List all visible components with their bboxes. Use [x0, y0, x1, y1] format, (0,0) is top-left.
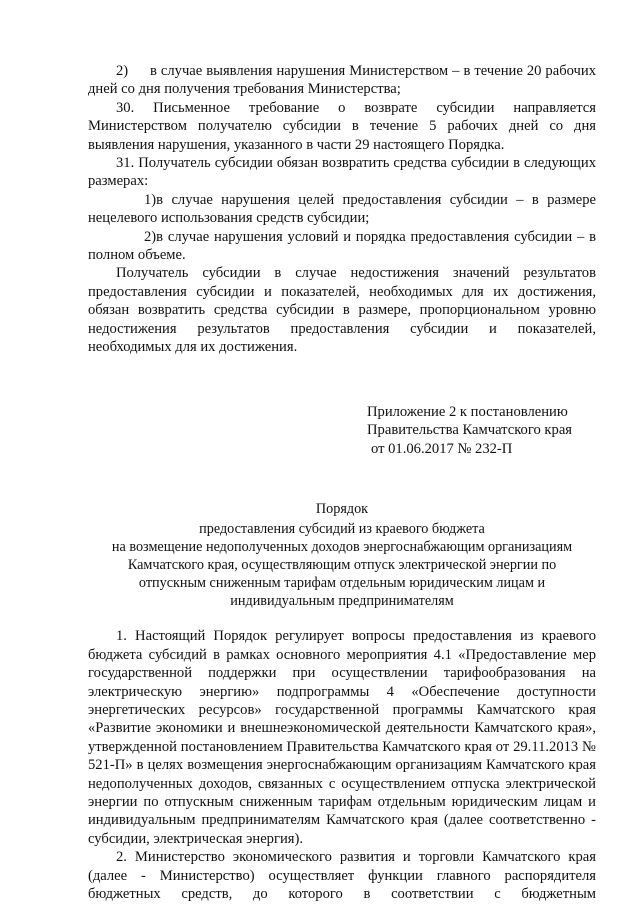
- title-line: на возмещение недополученных доходов энергоснабжающим организациям: [111, 539, 573, 556]
- title-heading: Порядок: [315, 501, 369, 518]
- paragraph-item-2: 2) в случае выявления нарушения Министерством – в течение 20 рабочих дней со дня получения требования Министерства;: [88, 63, 596, 98]
- document-page: [88, 62, 596, 903]
- title-line: отпускным сниженным тарифам отдельным юридическим лицам и: [138, 575, 546, 592]
- appendix-line: Приложение 2 к постановлению: [367, 403, 568, 420]
- paragraph-31-item-1: 1)в случае нарушения целей предоставления субсидии – в размере нецелевого использования средств субсидии;: [88, 191, 596, 227]
- title-line: предоставления субсидий из краевого бюджета: [199, 521, 485, 538]
- title-line: Камчатского края, осуществляющим отпуск электрической энергии по: [127, 557, 557, 574]
- title-line: индивидуальным предпринимателям: [230, 593, 454, 610]
- paragraph-31-underachievement: Получатель субсидии в случае недостижения значений результатов предоставления субсидии и показателей, необходимых для их достижения, обязан возвратить средства субсидии в размере, пропорциональном уровню недостижения результатов предоставления субсидии и показателей, необходимых для их достижения.: [88, 265, 596, 356]
- body-paragraph-1: 1. Настоящий Порядок регулирует вопросы предоставления из краевого бюджета субсидий в рамках основного мероприятия 4.1 «Предоставление мер государственной поддержки при осуществлении тарифообразования на электрическую энергию» подпрограммы 4 «Обеспечение доступности энергетических ресурсов» государственной программы Камчатского края «Развитие экономики и внешнеэкономической деятельности Камчатского края», утвержденной постановлением Правительства Камчатского края от 29.11.2013 № 521-П» в целях возмещения энергоснабжающим организациям Камчатского края недополученных доходов, связанных с осуществлением отпуска электрической энергии по отпускным сниженным тарифам отдельным юридическим лицам и индивидуальным предпринимателям Камчатского края (далее соответственно - субсидии, электрическая энергия).: [88, 628, 596, 847]
- list-number: 2): [144, 228, 157, 245]
- list-number: 2): [116, 63, 129, 79]
- paragraph-31-item-2: 2)в случае нарушения условий и порядка предоставления субсидии – в полном объеме.: [88, 228, 596, 264]
- paragraph-30: 30. Письменное требование о возврате субсидии направляется Министерством получателю субсидии в течение 5 рабочих дней со дня выявления нарушения, указанного в части 29 настоящего Порядка.: [88, 99, 596, 153]
- appendix-header: [367, 403, 596, 459]
- appendix-line: Правительства Камчатского края: [367, 422, 573, 439]
- appendix-line: от 01.06.2017 № 232-П: [371, 440, 513, 457]
- body-paragraph-2: 2. Министерство экономического развития и торговли Камчатского края (далее - Министерство) осуществляет функции главного распорядителя бюджетных средств, до которого в соответствии с бюджетным: [88, 849, 596, 902]
- document-title: [88, 500, 596, 610]
- list-number: 1): [144, 191, 157, 208]
- paragraph-31: 31. Получатель субсидии обязан возвратить средства субсидии в следующих размерах:: [88, 155, 596, 190]
